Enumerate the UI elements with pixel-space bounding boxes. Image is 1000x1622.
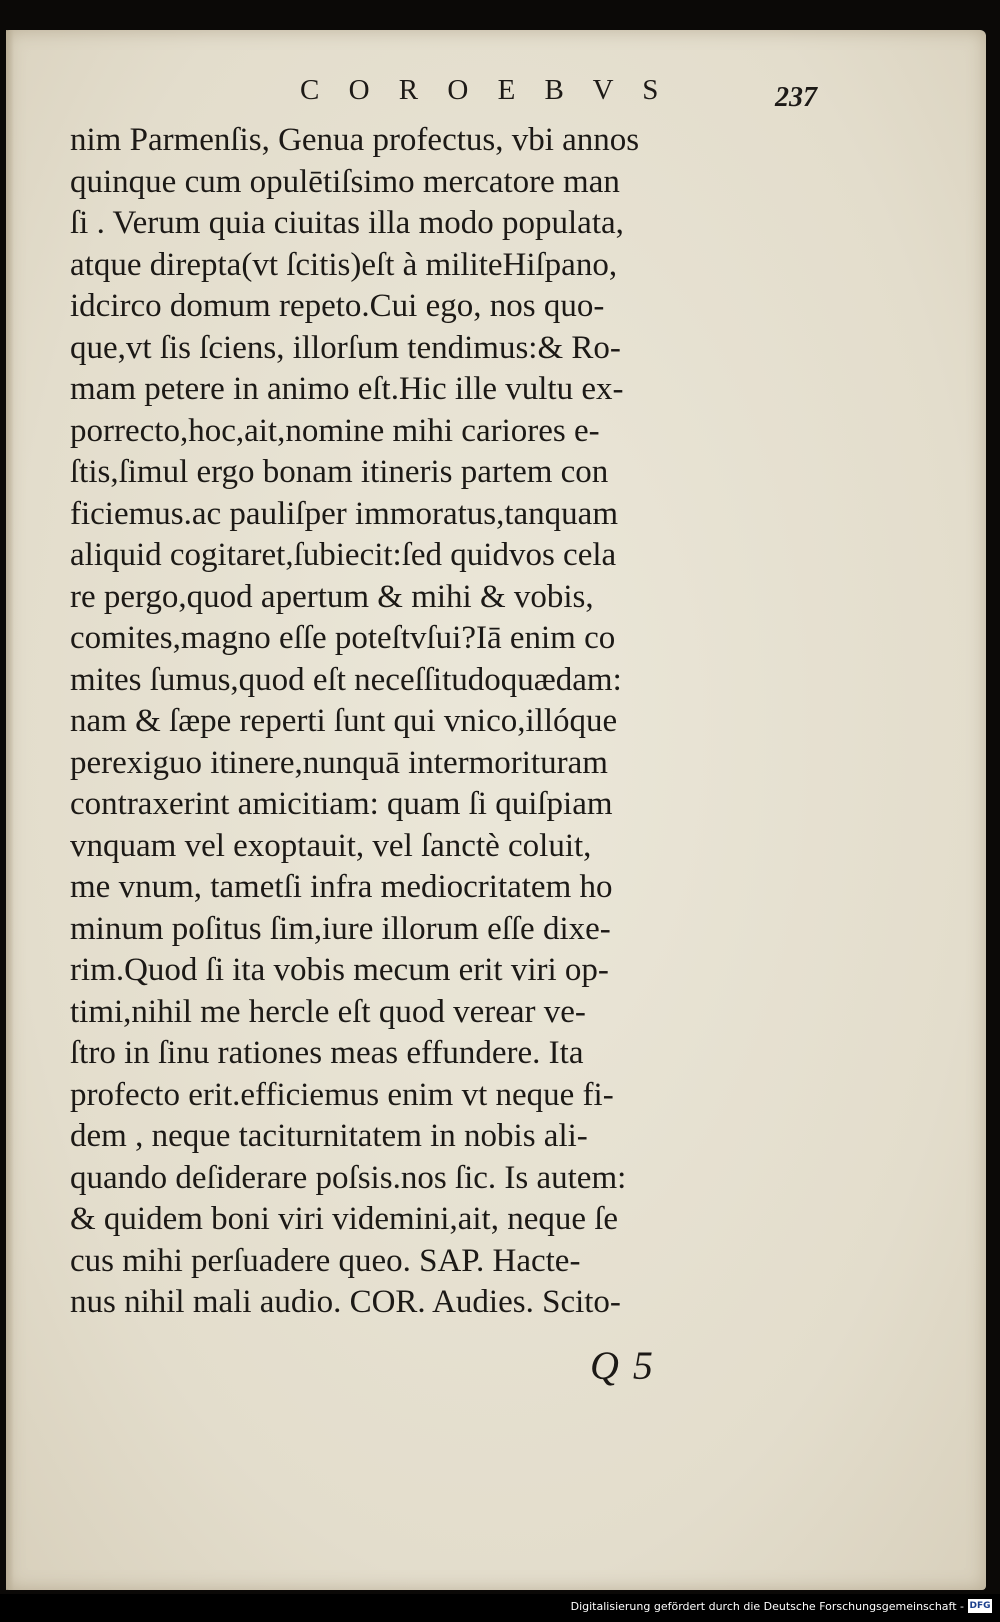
text-line: quinque cum opulētiſsimo mercatore man bbox=[70, 163, 620, 200]
text-line: ficiemus.ac pauliſper immoratus,tanquam bbox=[70, 495, 618, 532]
text-line: profecto erit.efficiemus enim vt neque fi- bbox=[70, 1076, 614, 1113]
text-line: mam petere in animo eſt.Hic ille vultu ex- bbox=[70, 371, 624, 407]
text-line: & quidem boni viri videmini,ait, neque ſe bbox=[70, 1201, 619, 1237]
text-line: aliquid cogitaret,ſubiecit:ſed quidvos cela bbox=[70, 537, 617, 573]
dfg-logo-icon: DFG bbox=[969, 1601, 991, 1611]
text-line: dem , neque taciturnitatem in nobis ali- bbox=[70, 1118, 588, 1154]
text-line: atque direpta(vt ſcitis)eſt à militeHiſpano, bbox=[70, 246, 618, 283]
text-line: vnquam vel exoptauit, vel ſanctè coluit, bbox=[70, 827, 592, 864]
text-line: nam & ſæpe reperti ſunt qui vnico,illóque bbox=[70, 703, 618, 739]
text-line: re pergo,quod apertum & mihi & vobis, bbox=[70, 578, 594, 615]
body-text bbox=[70, 120, 800, 1324]
text-line: comites,magno eſſe poteſtvſui?Iā enim co bbox=[70, 620, 616, 656]
running-head: C O R O E B V S bbox=[300, 74, 670, 106]
text-line: contraxerint amicitiam: quam ſi quiſpiam bbox=[70, 786, 613, 822]
text-line: ſtro in ſinu rationes meas effundere. Ita bbox=[70, 1035, 584, 1071]
text-line: mites ſumus,quod eſt neceſſitudoquædam: bbox=[70, 661, 622, 698]
text-line: rim.Quod ſi ita vobis mecum erit viri op- bbox=[70, 952, 609, 988]
text-line: cus mihi perſuadere queo. SAP. Hacte- bbox=[70, 1242, 581, 1279]
text-line: perexiguo itinere,nunquā intermorituram bbox=[70, 744, 608, 781]
text-line: ſtis,ſimul ergo bonam itineris partem con bbox=[70, 454, 609, 490]
text-line: porrecto,hoc,ait,nomine mihi cariores e- bbox=[70, 412, 600, 449]
signature-mark: Q 5 bbox=[590, 1343, 655, 1388]
text-line: que,vt ſis ſciens, illorſum tendimus:& Ro- bbox=[70, 329, 621, 366]
text-line: minum poſitus ſim,iure illorum eſſe dixe- bbox=[70, 910, 611, 947]
text-line: nim Parmenſis, Genua profectus, vbi annos bbox=[70, 122, 640, 158]
text-line: me vnum, tametſi infra mediocritatem ho bbox=[70, 869, 613, 905]
page-gutter-shadow bbox=[6, 30, 14, 1590]
text-line: idcirco domum repeto.Cui ego, nos quo- bbox=[70, 288, 605, 324]
funding-credit: Digitalisierung gefördert durch die Deutsche Forschungsgemeinschaft - bbox=[570, 1600, 964, 1613]
text-line: ſi . Verum quia ciuitas illa modo populata, bbox=[70, 205, 624, 241]
page-number: 237 bbox=[775, 82, 817, 113]
text-line: nus nihil mali audio. COR. Audies. Scito- bbox=[70, 1284, 621, 1320]
text-line: quando deſiderare poſsis.nos ſic. Is autem: bbox=[70, 1159, 627, 1196]
text-line: timi,nihil me hercle eſt quod verear ve- bbox=[70, 993, 586, 1030]
